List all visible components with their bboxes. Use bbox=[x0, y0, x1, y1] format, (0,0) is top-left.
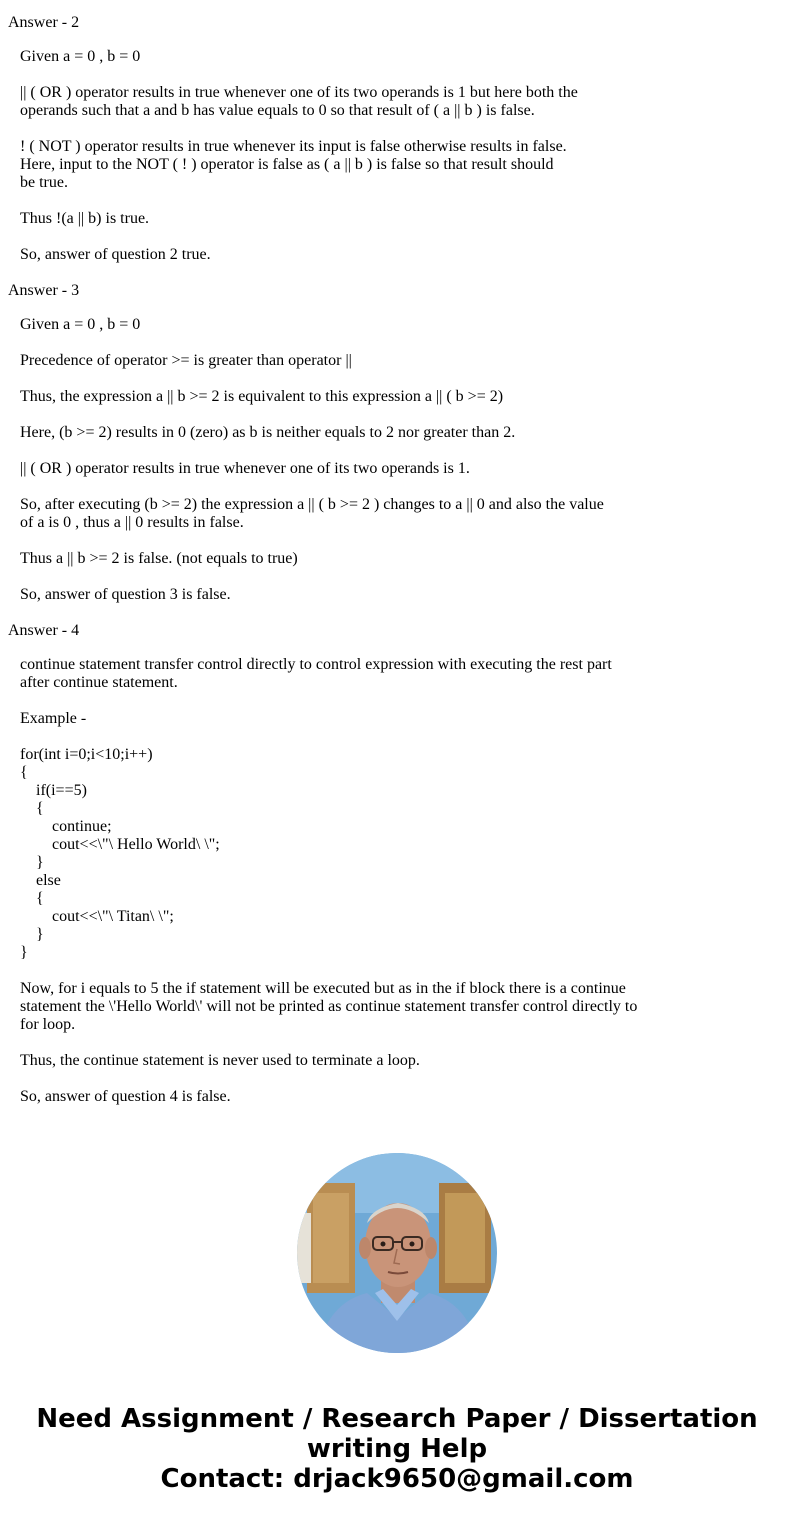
code-line: { bbox=[36, 800, 44, 817]
answer-4-body bbox=[20, 656, 668, 1106]
author-avatar bbox=[297, 1153, 497, 1353]
answer-3-paragraph: Here, (b >= 2) results in 0 (zero) as b is neither equals to 2 nor greater than 2. bbox=[20, 424, 516, 441]
code-line: cout<<\"\ Titan\ \"; bbox=[52, 908, 174, 925]
portrait-illustration bbox=[297, 1153, 497, 1353]
answer-3-paragraph: So, after executing (b >= 2) the expression a || ( b >= 2 ) changes to a || 0 and also the value of a is 0 , thus a || 0 results in false. bbox=[20, 496, 604, 531]
answer-2-paragraph: || ( OR ) operator results in true whenever one of its two operands is 1 but here both the operands such that a and b has value equals to 0 so that result of ( a || b ) is false. bbox=[20, 84, 578, 119]
code-line: if(i==5) bbox=[36, 782, 87, 799]
answer-document bbox=[8, 14, 668, 1124]
answer-3-body bbox=[20, 316, 668, 604]
answer-2-heading: Answer - 2 bbox=[8, 14, 80, 31]
answer-4-paragraph: Thus, the continue statement is never used to terminate a loop. bbox=[20, 1052, 420, 1069]
answer-3-heading: Answer - 3 bbox=[8, 282, 80, 299]
code-line: cout<<\"\ Hello World\ \"; bbox=[52, 836, 220, 853]
answer-2-body bbox=[20, 48, 668, 264]
answer-2-paragraph: ! ( NOT ) operator results in true whenever its input is false otherwise results in false. Here, input to the NOT ( ! ) operator is false as ( a || b ) is false so that result should be true. bbox=[20, 138, 567, 191]
code-line: { bbox=[36, 890, 44, 907]
answer-3-paragraph: Given a = 0 , b = 0 bbox=[20, 316, 141, 333]
code-line: continue; bbox=[52, 818, 112, 835]
code-line: else bbox=[36, 872, 61, 889]
answer-3-paragraph: Precedence of operator >= is greater than operator || bbox=[20, 352, 352, 369]
answer-4-paragraph: continue statement transfer control directly to control expression with executing the rest part after continue statement. bbox=[20, 656, 612, 691]
answer-3-paragraph: Thus a || b >= 2 is false. (not equals to true) bbox=[20, 550, 298, 567]
answer-2-paragraph: So, answer of question 2 true. bbox=[20, 246, 211, 263]
code-example bbox=[20, 746, 668, 962]
promo-contact: Contact: drjack9650@gmail.com bbox=[160, 1464, 634, 1494]
answer-4-paragraph: Now, for i equals to 5 the if statement will be executed but as in the if block there is a continue statement the \'Hello World\' will not be printed as continue statement transfer control directly to for loop. bbox=[20, 980, 638, 1033]
promo-line: writing Help bbox=[306, 1434, 488, 1464]
answer-2-paragraph: Thus !(a || b) is true. bbox=[20, 210, 150, 227]
code-line: } bbox=[36, 926, 44, 943]
answer-4-heading: Answer - 4 bbox=[8, 622, 80, 639]
promo-banner bbox=[0, 1404, 794, 1494]
code-line: for(int i=0;i<10;i++) bbox=[20, 746, 153, 763]
answer-2-paragraph: Given a = 0 , b = 0 bbox=[20, 48, 141, 65]
promo-line: Need Assignment / Research Paper / Dissertation bbox=[36, 1404, 758, 1434]
code-line: } bbox=[20, 944, 28, 961]
answer-3-paragraph: Thus, the expression a || b >= 2 is equivalent to this expression a || ( b >= 2) bbox=[20, 388, 504, 405]
answer-4-paragraph: Example - bbox=[20, 710, 87, 727]
answer-3-paragraph: So, answer of question 3 is false. bbox=[20, 586, 231, 603]
answer-4-paragraph: So, answer of question 4 is false. bbox=[20, 1088, 231, 1105]
code-line: } bbox=[36, 854, 44, 871]
code-line: { bbox=[20, 764, 28, 781]
answer-3-paragraph: || ( OR ) operator results in true whenever one of its two operands is 1. bbox=[20, 460, 470, 477]
